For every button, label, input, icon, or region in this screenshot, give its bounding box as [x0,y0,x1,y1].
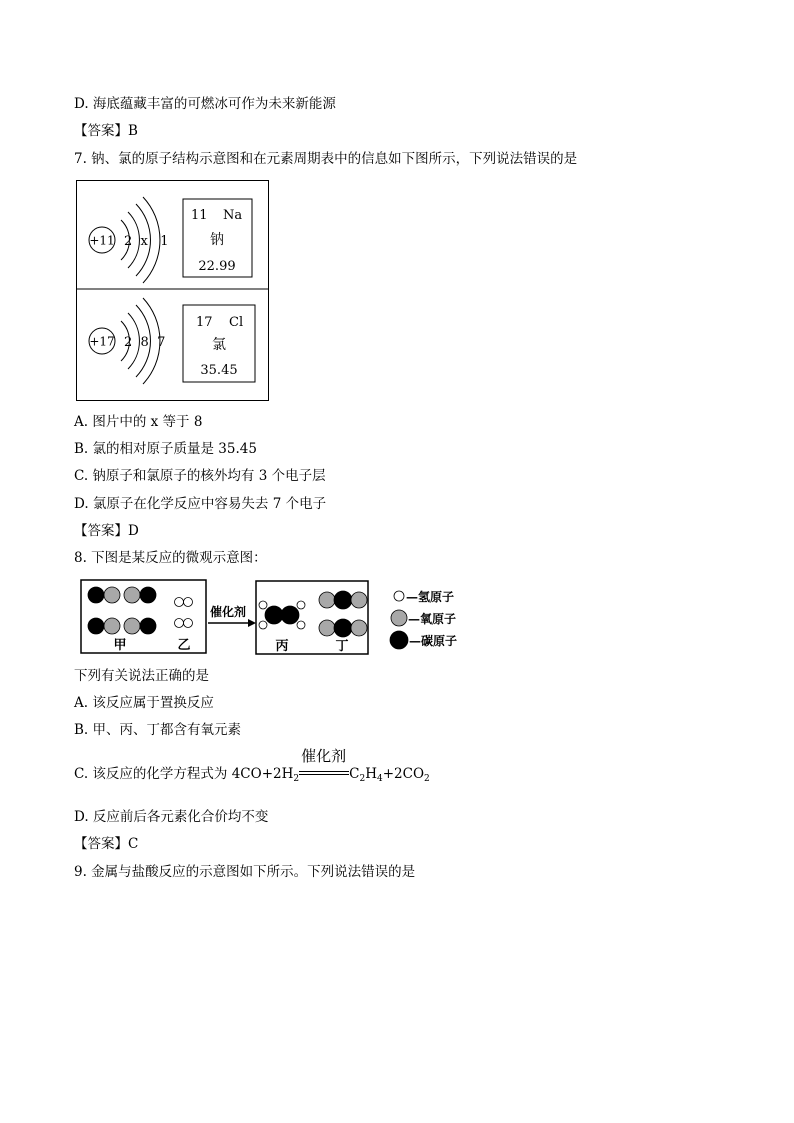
q6-answer: 【答案】B [74,123,138,139]
na-symbol: Na [223,208,243,223]
q8-answer: 【答案】C [74,836,139,852]
legend-oxygen: —氧原子 [408,612,457,626]
q7-option-d: D. 氯原子在化学反应中容易失去 7 个电子 [74,496,327,512]
equation-left: C. 该反应的化学方程式为 4CO+2H [74,766,294,782]
jia-label: 甲 [113,638,127,653]
q7-option-b: B. 氯的相对原子质量是 35.45 [74,441,257,457]
q8-prompt: 下列有关说法正确的是 [74,668,209,684]
legend-hydrogen: —氢原子 [406,590,455,604]
na-atomic-number: 11 [191,208,208,223]
atom-legend [390,589,457,649]
q7-option-c: C. 钠原子和氯原子的核外均有 3 个电子层 [74,468,326,484]
q8-stem: 8. 下图是某反应的微观示意图： [74,550,267,566]
reaction-micro-diagram [80,578,474,658]
cl-name: 氯 [212,337,226,353]
cl-shell-electrons: 2 8 7 [124,335,166,350]
na-name: 钠 [210,232,224,248]
q7-answer: 【答案】D [74,523,139,539]
hydrogen-atom-icon [394,591,404,601]
q7-option-a: A. 图片中的 x 等于 8 [74,414,203,430]
equation-catalyst: 催化剂 [301,746,347,765]
oxygen-atom-icon [391,610,407,626]
bing-label: 丙 [275,639,289,654]
carbon-atom-icon [390,631,408,649]
catalyst-label: 催化剂 [210,605,247,619]
catalyst-equals-sign [299,746,349,784]
q7-stem: 7. 钠、氯的原子结构示意图和在元素周期表中的信息如下图所示，下列说法错误的是 [74,151,578,167]
na-shell-electrons: 2 x 1 [124,234,169,249]
cl-nucleus-charge: +17 [89,334,115,349]
q8-option-d: D. 反应前后各元素化合价均不变 [74,809,269,825]
bing-molecule [259,601,305,629]
cl-atomic-mass: 35.45 [200,363,238,378]
cl-symbol: Cl [229,315,244,330]
q8-option-b: B. 甲、丙、丁都含有氧元素 [74,722,242,738]
na-nucleus-charge: +11 [89,233,115,248]
q9-stem: 9. 金属与盐酸反应的示意图如下所示。下列说法错误的是 [74,864,416,880]
legend-carbon: —碳原子 [409,634,458,648]
yi-molecules [175,598,193,628]
q6-option-d: D. 海底蕴藏丰富的可燃冰可作为未来新能源 [74,96,336,112]
jia-molecules [88,587,156,634]
atom-structure-figure [76,180,270,402]
na-atomic-mass: 22.99 [198,259,236,274]
cl-atomic-number: 17 [196,315,213,330]
q8-option-a: A. 该反应属于置换反应 [74,695,214,711]
yi-label: 乙 [177,638,191,653]
q8-option-c: C. 该反应的化学方程式为 $4CO+2H_2$ 催化剂 $C_2H_4+2CO_2$ [74,746,430,784]
ding-label: 丁 [335,639,349,654]
ding-molecules [319,591,367,637]
